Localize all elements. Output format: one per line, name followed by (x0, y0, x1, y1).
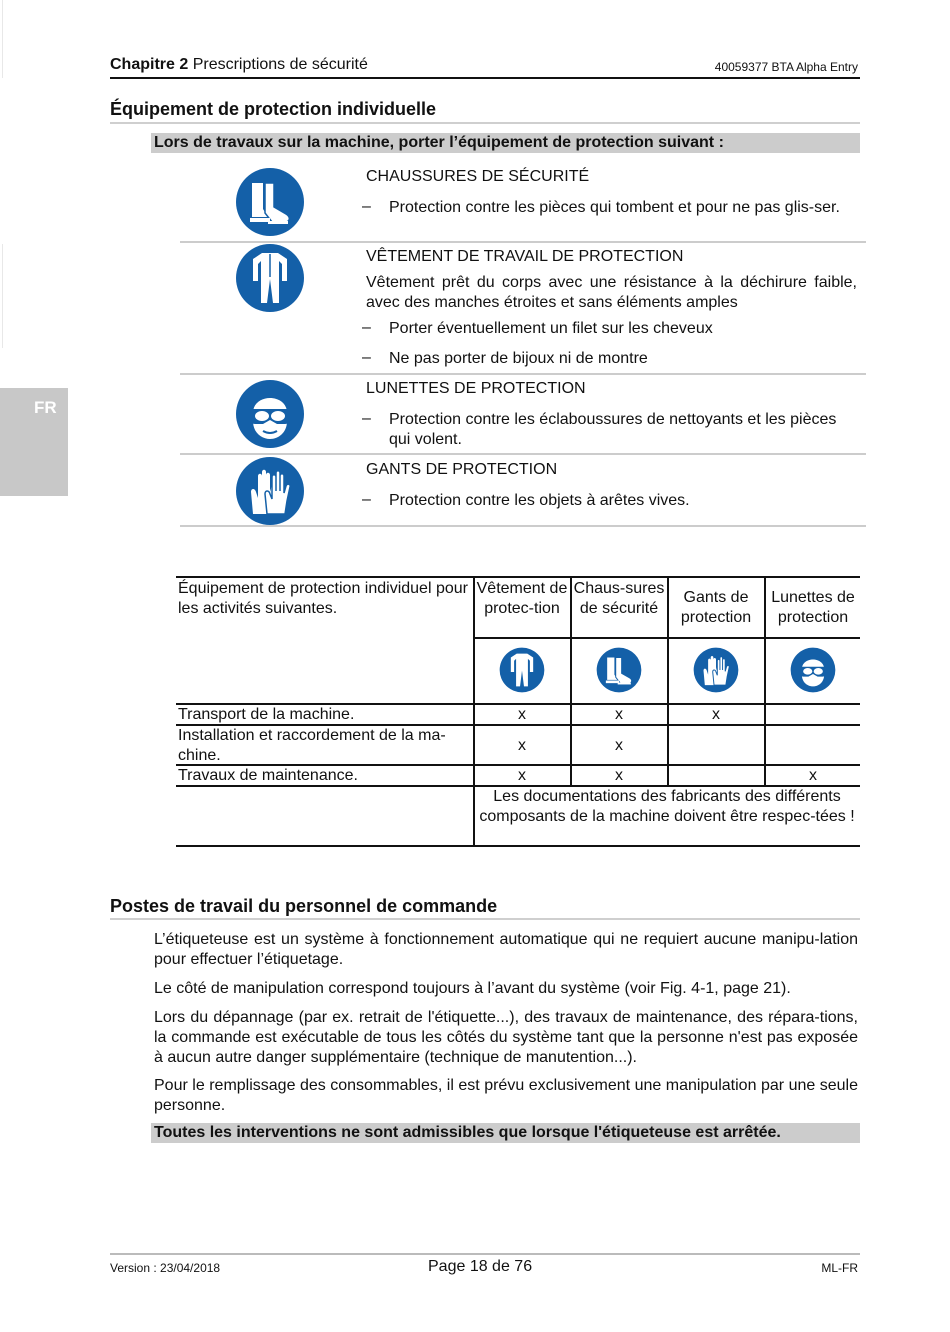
ppe-item-bullet: Protection contre les pièces qui tombent et pour ne pas glis-ser. (389, 199, 840, 216)
table-cell-mark: x (712, 706, 720, 723)
bullet-dash: – (362, 349, 371, 366)
bullet-dash: – (362, 319, 371, 336)
ppe-divider (180, 373, 866, 375)
ppe-item-title: CHAUSSURES DE SÉCURITÉ (366, 168, 590, 185)
ppe-item-title: VÊTEMENT DE TRAVAIL DE PROTECTION (366, 248, 684, 265)
protective-gloves-icon (235, 456, 305, 531)
safety-goggles-icon (790, 647, 836, 698)
body-paragraph: Le côté de manipulation correspond toujours à l’avant du système (voir Fig. 4-1, page 21). (154, 980, 791, 997)
ppe-divider (180, 525, 866, 527)
table-column-header: Gants de protection (680, 589, 752, 626)
ppe-item-bullet: Protection contre les éclaboussures de nettoyants et les pièces qui volent. (389, 411, 837, 448)
table-note: Les documentations des fabricants des différents composants de la machine doivent être respec-tées ! (479, 788, 855, 825)
table-cell-mark: x (518, 767, 526, 784)
margin-rule-mid (2, 244, 3, 348)
safety-boots-icon (596, 647, 642, 698)
footer-version: Version : 23/04/2018 (110, 1261, 221, 1275)
table-row-activity: Installation et raccordement de la ma-chine. (178, 727, 446, 764)
bullet-dash: – (362, 491, 371, 508)
body-paragraph: Pour le remplissage des consommables, il est prévu exclusivement une manipulation par une seule personne. (154, 1077, 858, 1114)
protective-suit-icon (499, 647, 545, 698)
ppe-divider (180, 453, 866, 455)
footer-page-number: Page 18 de 76 (428, 1258, 533, 1275)
table-cell-mark: x (615, 767, 623, 784)
section-rule (110, 122, 860, 124)
ppe-item-bullet: Ne pas porter de bijoux ni de montre (389, 350, 648, 367)
margin-rule-top (2, 0, 3, 78)
table-rule (176, 576, 860, 578)
protective-suit-icon (235, 243, 305, 318)
safety-goggles-icon (235, 379, 305, 454)
body-paragraph: L’étiqueteuse est un système à fonctionnement automatique qui ne requiert aucune manipu-lation pour effectuer l’étiquetage. (154, 931, 858, 968)
table-column-header: Lunettes de protection (771, 589, 855, 626)
table-cell-mark: x (809, 767, 817, 784)
table-row-activity: Transport de la machine. (178, 706, 355, 723)
ppe-item-bullet: Protection contre les objets à arêtes vives. (389, 492, 690, 509)
ppe-item-description: Vêtement prêt du corps avec une résistance à la déchirure faible, avec des manches étroites et sans éléments amples (366, 274, 857, 311)
table-column-header: Vêtement de protec-tion (476, 580, 568, 617)
ppe-item-title: LUNETTES DE PROTECTION (366, 380, 586, 397)
language-tab-label: FR (34, 398, 57, 417)
table-cell-mark: x (615, 737, 623, 754)
table-cell-mark: x (615, 706, 623, 723)
table-rule (176, 845, 860, 847)
body-paragraph: Lors du dépannage (par ex. retrait de l'étiquette...), des travaux de maintenance, des répara-tions, la commande est exécutable de tous les côtés du système tant que la personne n'est pas exposée à aucun autre danger supplémentaire (technique de manutention...). (154, 1009, 858, 1066)
table-corner-header: Équipement de protection individuel pour les activités suivantes. (178, 580, 468, 617)
ppe-item-bullet: Porter éventuellement un filet sur les cheveux (389, 320, 713, 337)
section-title-ppe: Équipement de protection individuelle (110, 99, 437, 119)
table-cell-mark: x (518, 706, 526, 723)
chapter-title: Prescriptions de sécurité (192, 56, 368, 73)
chapter-number: Chapitre 2 (110, 56, 189, 73)
table-column-header: Chaus-sures de sécurité (573, 580, 665, 617)
table-cell-mark: x (518, 737, 526, 754)
table-rule (473, 637, 860, 639)
language-side-tab (0, 388, 68, 496)
ppe-item-title: GANTS DE PROTECTION (366, 461, 558, 478)
table-row-activity: Travaux de maintenance. (178, 767, 358, 784)
safety-boots-icon (235, 167, 305, 242)
ppe-highlight-instruction: Lors de travaux sur la machine, porter l’équipement de protection suivant : (151, 133, 860, 153)
footer-rule (110, 1253, 860, 1255)
section-title-workstations: Postes de travail du personnel de commande (110, 896, 498, 916)
document-reference: 40059377 BTA Alpha Entry (714, 60, 858, 74)
header-rule (110, 77, 860, 79)
warning-highlight: Toutes les interventions ne sont admissibles que lorsque l'étiqueteuse est arrêtée. (151, 1123, 860, 1143)
footer-language-code: ML-FR (821, 1261, 858, 1275)
bullet-dash: – (362, 410, 371, 427)
bullet-dash: – (362, 198, 371, 215)
section-rule (110, 918, 860, 920)
protective-gloves-icon (693, 647, 739, 698)
page-header-chapter (110, 56, 368, 74)
